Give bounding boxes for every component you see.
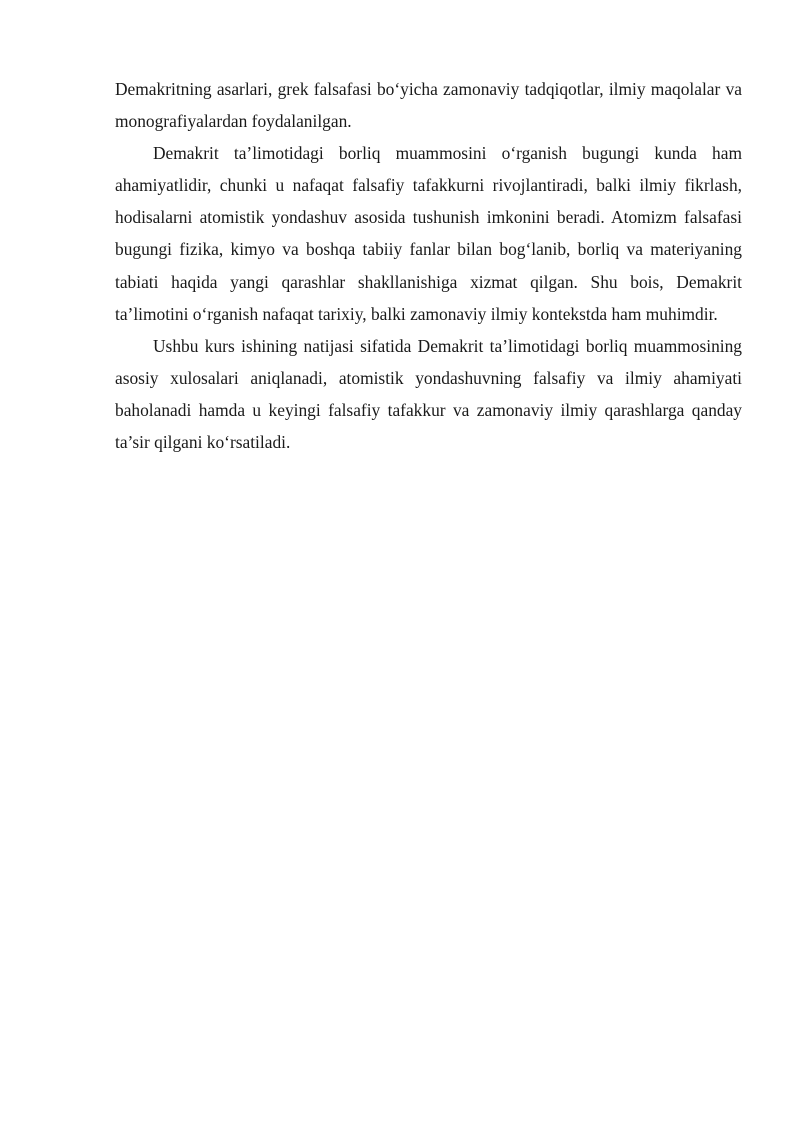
paragraph-relevance: Demakrit ta’limotidagi borliq muammosini o‘rganish bugungi kunda ham ahamiyatlidir, chunki u nafaqat falsafiy tafakkurni rivojlantiradi, balki ilmiy fikrlash, hodisalarni atomistik yondashuv asosida tushunish imkonini beradi. Atomizm falsafasi bugungi fizika, kimyo va boshqa tabiiy fanlar bilan bog‘lanib, borliq va materiyaning tabiati haqida yangi qarashlar shakllanishiga xizmat qilgan. Shu bois, Demakrit ta’limotini o‘rganish nafaqat tarixiy, balki zamonaviy ilmiy kontekstda ham muhimdir.	[115, 143, 742, 324]
body-text	[115, 73, 742, 458]
paragraph-results: Ushbu kurs ishining natijasi sifatida Demakrit ta’limotidagi borliq muammosining asosiy xulosalari aniqlanadi, atomistik yondashuvning falsafiy va ilmiy ahamiyati baholanadi hamda u keyingi falsafiy tafakkur va zamonaviy ilmiy qarashlarga qanday ta’sir qilgani ko‘rsatiladi.	[115, 335, 742, 453]
paragraph-sources: Demakritning asarlari, grek falsafasi bo‘yicha zamonaviy tadqiqotlar, ilmiy maqolalar va monografiyalardan foydalanilgan.	[115, 79, 742, 132]
